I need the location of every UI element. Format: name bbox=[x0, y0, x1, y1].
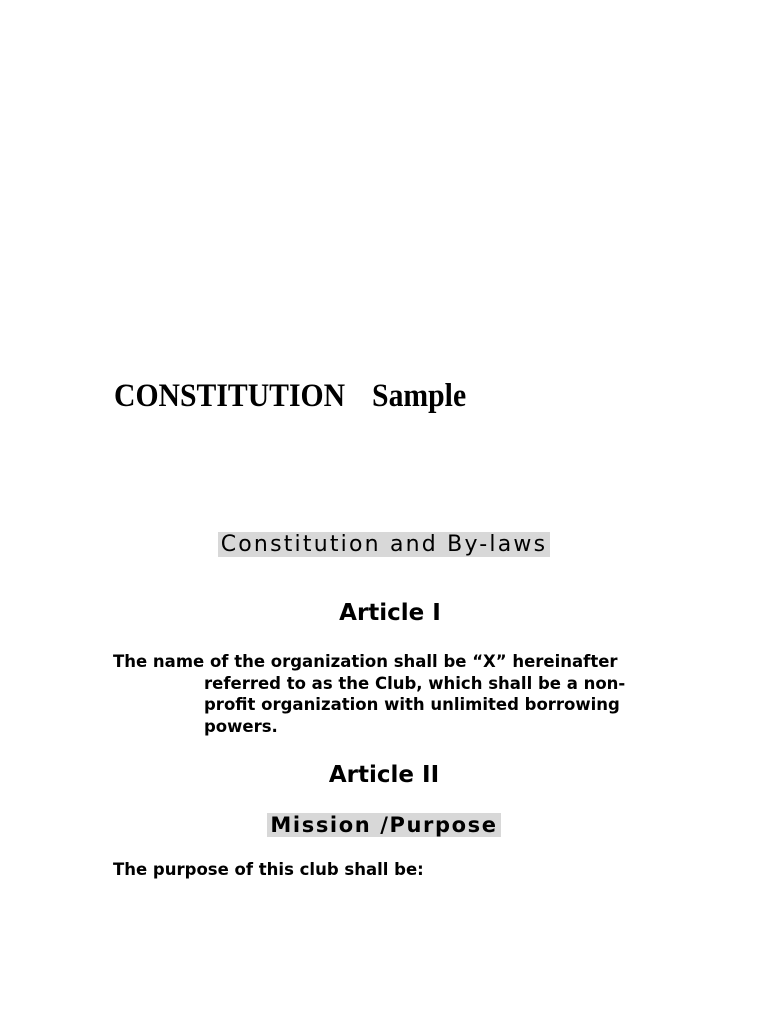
article-2-heading: Article II bbox=[328, 762, 440, 788]
title-suffix: Sample bbox=[372, 378, 467, 414]
subtitle-heading bbox=[0, 531, 768, 559]
subtitle-text: Constitution and By-laws bbox=[218, 532, 551, 557]
article-2-text: The purpose of this club shall be: bbox=[113, 860, 424, 879]
document-title bbox=[114, 376, 466, 416]
article-1-heading: Article I bbox=[339, 600, 441, 626]
title-main: CONSTITUTION bbox=[114, 378, 346, 414]
article-1-text: The name of the organization shall be “X” hereinafter referred to as the Club, which shall be a non-profit organization with unlimited borrowing powers. bbox=[113, 652, 626, 736]
mission-purpose-text: Mission /Purpose bbox=[267, 813, 500, 837]
mission-purpose-heading bbox=[0, 812, 768, 838]
